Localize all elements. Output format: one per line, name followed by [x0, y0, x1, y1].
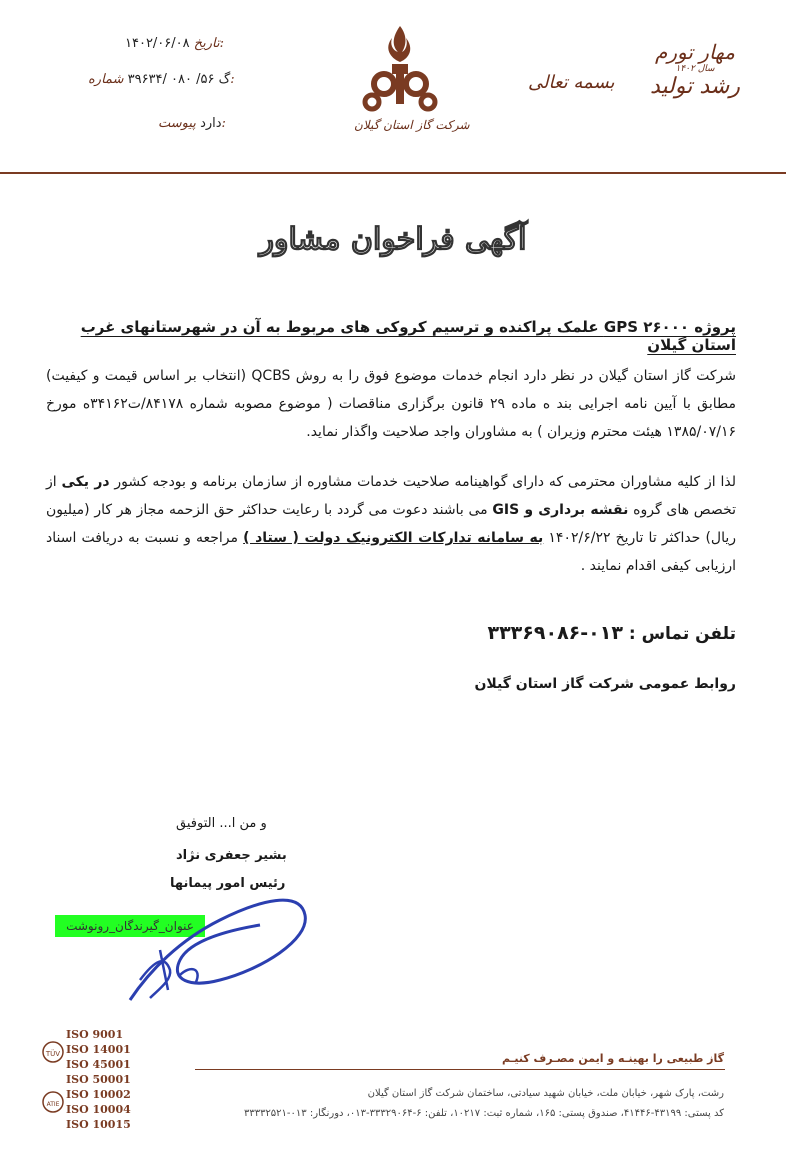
- footer-address: رشت، پارک شهر، خیابان ملت، خیابان شهید سیادتی، ساختمان شرکت گاز استان گیلان: [367, 1088, 724, 1099]
- project-subject: پروژه GPS ۲۶۰۰۰ علمک پراکنده و ترسیم کروکی های مربوط به آن در شهرستانهای غرب استان گیلان: [80, 318, 736, 354]
- company-logo: [360, 22, 440, 122]
- iso-item: ISO 10002: [66, 1088, 131, 1101]
- paragraph-invitation-bold1: در یکی: [61, 474, 110, 490]
- cert-mark-tuv: TÜV: [45, 1050, 61, 1058]
- phone-value: ۰۱۳-۳۳۳۶۹۰۸۶: [487, 622, 623, 644]
- bismillah: بسمه تعالی: [528, 72, 615, 93]
- iso-item: ISO 50001: [66, 1073, 131, 1086]
- signature-icon: [110, 880, 330, 1020]
- year-slogan-line2: رشد تولید: [650, 74, 740, 99]
- year-slogan-logo: [640, 40, 750, 99]
- flame-logo-icon: [360, 22, 440, 122]
- signer-title: رئیس امور پیمانها: [170, 876, 286, 891]
- paragraph-invitation: [46, 468, 736, 580]
- iso-item: ISO 14001: [66, 1043, 131, 1056]
- signer-name: بشیر جعفری نژاد: [176, 848, 287, 863]
- public-relations: روابط عمومی شرکت گاز استان گیلان: [474, 676, 736, 692]
- company-logo-text: شرکت گاز استان گیلان: [354, 118, 470, 132]
- iso-item: ISO 10015: [66, 1118, 131, 1131]
- year-slogan-line1: مهار تورم: [655, 40, 735, 64]
- closing-phrase: و من ا... التوفیق: [176, 816, 267, 831]
- date-line: [125, 36, 224, 51]
- iso-item: ISO 45001: [66, 1058, 131, 1071]
- paragraph-invitation-bold3: به سامانه تدارکات الکترونیک دولت ( ستاد ): [243, 530, 544, 546]
- phone-label: تلفن تماس :: [628, 624, 736, 644]
- page-title: آگهی فراخوان مشاور: [259, 222, 527, 257]
- footer-divider: [195, 1069, 725, 1070]
- cert-marks: [42, 1022, 64, 1132]
- paragraph-intro: شرکت گاز استان گیلان در نظر دارد انجام خدمات موضوع فوق را به روش QCBS (انتخاب بر اساس قیمت و کیفیت) مطابق با آیین نامه اجرایی بند ه ماده ۲۹ قانون برگزاری مناقصات ( موضوع مصوبه شماره ۸۴۱۷۸/ت۳۴۱۶۲ه مورخ ۱۳۸۵/۰۷/۱۶ هیئت محترم وزیران ) به مشاوران واجد صلاحیت واگذار نماید.: [46, 368, 736, 440]
- footer-slogan: گاز طبیعی را بهینـه و ایمن مصـرف کنیـم: [501, 1052, 724, 1065]
- iso-item: ISO 10004: [66, 1103, 131, 1116]
- iso-item: ISO 9001: [66, 1028, 124, 1041]
- cc-recipients-stamp: عنوان_گیرندگان_رونوشت: [55, 915, 205, 937]
- cert-mark-atie: ATIE: [46, 1101, 60, 1108]
- paragraph-invitation-part1: لذا از کلیه مشاوران محترمی که دارای گواهینامه صلاحیت خدمات مشاوره از سازمان برنامه و بودجه کشور: [114, 474, 736, 490]
- paragraph-invitation-bold2: نقشه برداری و GIS: [492, 502, 629, 518]
- paragraph-invitation-part2: از تخصص های گروه: [46, 474, 736, 518]
- attachment-value: دارد: [200, 116, 222, 131]
- certification-logos-icon: [42, 1022, 64, 1132]
- paragraph-invitation-part3: می باشند دعوت می گردد با رعایت حداکثر حق الزحمه مجاز هر کار (میلیون ریال) حداکثر تا تاریخ ۱۴۰۲/۶/۲۲: [46, 502, 736, 546]
- number-value: گ ۵۶/ ۰۸۰ /۳۹۶۳۴: [127, 72, 231, 87]
- contact-phone: [487, 622, 736, 644]
- number-line: [88, 72, 235, 87]
- iso-list: [66, 1027, 131, 1132]
- footer-contact: کد پستی: ۴۳۱۹۹-۴۱۴۴۶، صندوق پستی: ۱۶۵، شماره ثبت: ۱۰۲۱۷، تلفن: ۶-۳۳۳۲۹۰۶۴-۰۱۳، دورنگار: ۰۱۳-۳۳۳۳۲۵۲۱: [243, 1108, 724, 1119]
- date-label: تاریخ:: [193, 36, 225, 51]
- attachment-line: [158, 116, 226, 131]
- date-value: ۱۴۰۲/۰۶/۰۸: [125, 36, 190, 51]
- number-label: شماره:: [88, 72, 235, 87]
- paragraph-invitation-part4: مراجعه و نسبت به دریافت اسناد ارزیابی کیفی اقدام نمایند .: [46, 530, 736, 574]
- attachment-label: پیوست:: [158, 116, 226, 131]
- header-divider: [0, 172, 786, 174]
- year-slogan-tag: سال ۱۴۰۲: [675, 64, 715, 74]
